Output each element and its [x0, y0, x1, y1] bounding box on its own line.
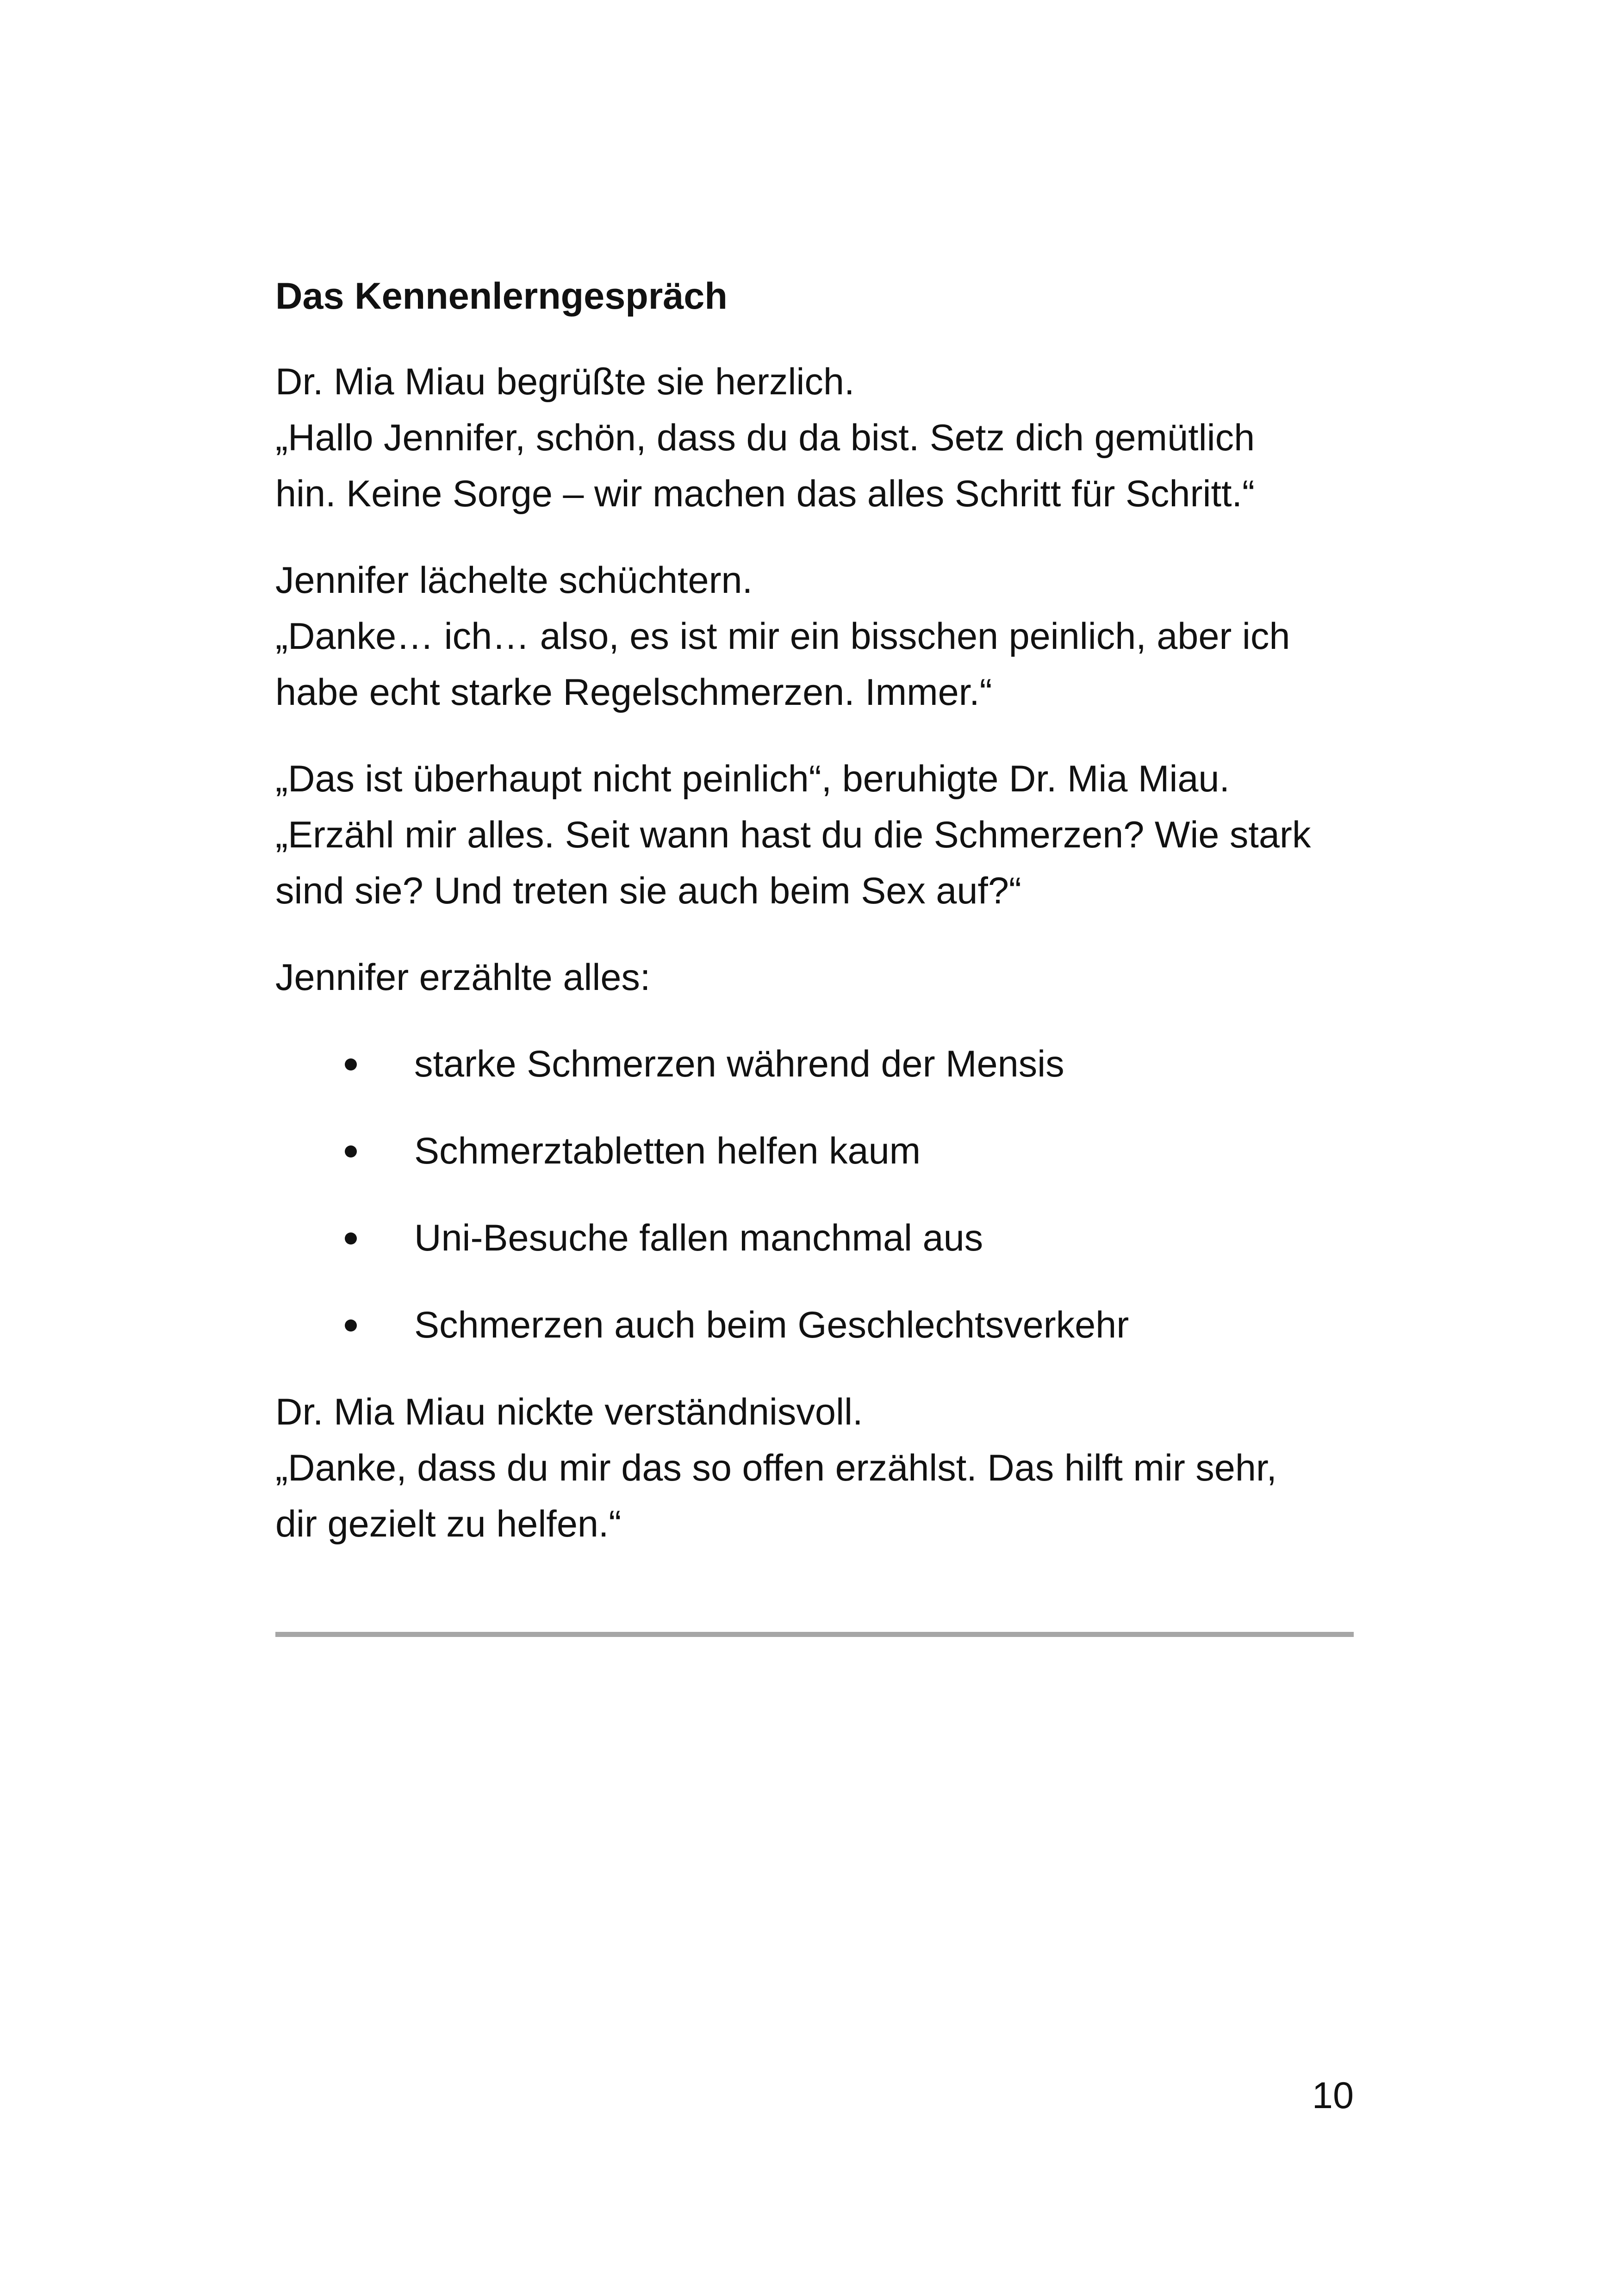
bullet-dot-icon [345, 1232, 357, 1244]
list-item [275, 1123, 1354, 1179]
text-line: „Erzähl mir alles. Seit wann hast du die Schmerzen? Wie stark [275, 814, 1311, 856]
list-item-text: Uni-Besuche fallen manchmal aus [414, 1217, 983, 1259]
paragraph-greeting [275, 354, 1354, 522]
section-heading: Das Kennenlerngespräch [275, 275, 728, 317]
page-content [275, 268, 1354, 1583]
text-line: habe echt starke Regelschmerzen. Immer.“ [275, 672, 992, 713]
section-divider [275, 1632, 1354, 1637]
bullet-dot-icon [345, 1319, 357, 1332]
bullet-dot-icon [345, 1145, 357, 1157]
text-line: Jennifer erzählte alles: [275, 957, 651, 998]
list-item [275, 1297, 1354, 1353]
symptom-list [275, 1036, 1354, 1353]
paragraph-jennifer-reply [275, 553, 1354, 721]
text-line: Dr. Mia Miau nickte verständnisvoll. [275, 1391, 863, 1433]
text-line: hin. Keine Sorge – wir machen das alles Schritt für Schritt.“ [275, 473, 1255, 515]
list-item [275, 1210, 1354, 1266]
list-item-text: starke Schmerzen während der Mensis [414, 1043, 1064, 1085]
text-line: sind sie? Und treten sie auch beim Sex auf?“ [275, 870, 1021, 912]
paragraph-list-intro [275, 950, 1354, 1006]
text-line: Dr. Mia Miau begrüßte sie herzlich. [275, 361, 855, 403]
list-item-text: Schmerztabletten helfen kaum [414, 1130, 921, 1172]
text-line: „Danke, dass du mir das so offen erzählst. Das hilft mir sehr, [275, 1447, 1277, 1489]
text-line: Jennifer lächelte schüchtern. [275, 560, 753, 601]
text-line: „Hallo Jennifer, schön, dass du da bist. Setz dich gemütlich [275, 417, 1255, 459]
bullet-dot-icon [345, 1058, 357, 1070]
paragraph-doctor-question [275, 751, 1354, 919]
text-line: dir gezielt zu helfen.“ [275, 1503, 622, 1545]
page-number: 10 [1312, 2075, 1354, 2116]
list-item [275, 1036, 1354, 1092]
text-line: „Das ist überhaupt nicht peinlich“, beruhigte Dr. Mia Miau. [275, 758, 1230, 800]
text-line: „Danke… ich… also, es ist mir ein bisschen peinlich, aber ich [275, 616, 1290, 657]
list-item-text: Schmerzen auch beim Geschlechtsverkehr [414, 1304, 1129, 1346]
paragraph-closing [275, 1384, 1354, 1552]
